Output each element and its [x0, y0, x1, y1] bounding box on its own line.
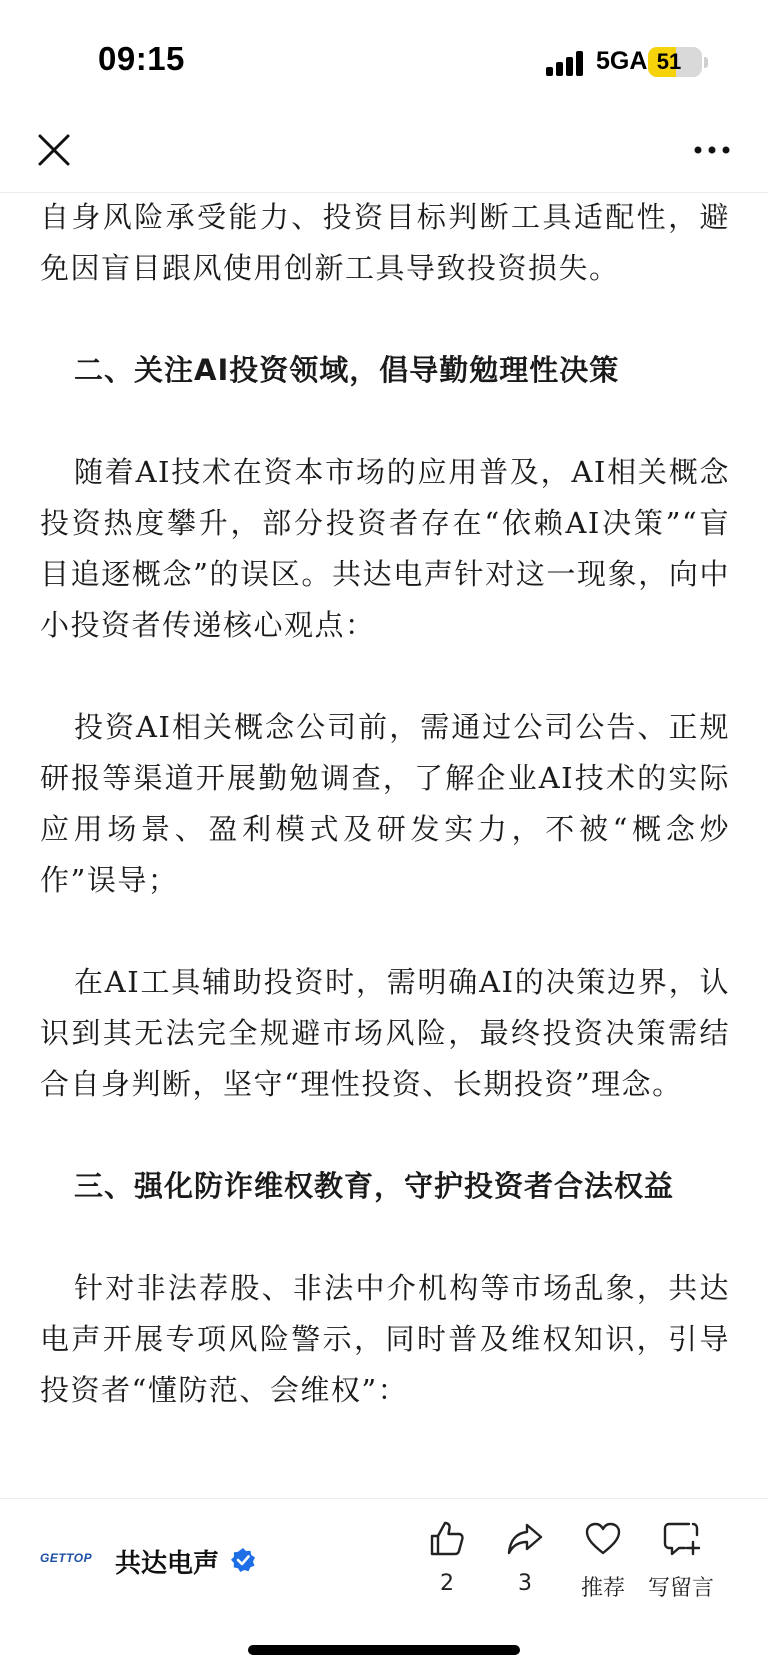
like-count: 2 — [440, 1571, 454, 1596]
account-logo[interactable] — [40, 1547, 100, 1571]
article-paragraph: 在AI工具辅助投资时，需明确AI的决策边界，认识到其无法完全规避市场风险，最终投资决策需结合自身判断，坚守“理性投资、长期投资”理念。 — [40, 965, 730, 1101]
battery-icon — [648, 47, 702, 77]
status-time: 09:15 — [98, 40, 185, 77]
thumbs-up-icon — [427, 1519, 467, 1559]
article-paragraph: 投资AI相关概念公司前，需通过公司公告、正规研报等渠道开展勤勉调查，了解企业AI技术的实际应用场景、盈利模式及研发实力，不被“概念炒作”误导； — [40, 710, 730, 897]
battery-tip — [704, 57, 708, 68]
share-count: 3 — [518, 1571, 532, 1596]
account-name[interactable]: 共达电声 — [115, 1549, 220, 1579]
network-type: 5GA — [596, 47, 648, 75]
article-paragraph: 自身风险承受能力、投资目标判断工具适配性，避免因盲目跟风使用创新工具导致投资损失。 — [40, 200, 730, 285]
share-button[interactable] — [480, 1519, 570, 1596]
recommend-button[interactable] — [558, 1519, 648, 1602]
nav-bar — [0, 110, 768, 193]
bottom-bar — [0, 1498, 768, 1671]
logo-text: GETTOP — [40, 1551, 93, 1565]
comment-icon — [661, 1519, 701, 1559]
status-bar — [0, 0, 768, 110]
signal-strength-icon — [546, 50, 586, 76]
battery-percent: 51 — [656, 49, 682, 74]
more-horizontal-icon — [690, 134, 734, 166]
recommend-label: 推荐 — [580, 1576, 625, 1601]
close-icon — [34, 130, 74, 170]
heart-icon — [583, 1519, 623, 1559]
article-paragraph: 随着AI技术在资本市场的应用普及，AI相关概念投资热度攀升，部分投资者存在“依赖AI决策”“盲目追逐概念”的误区。共达电声针对这一现象，向中小投资者传递核心观点： — [40, 455, 730, 642]
section-heading: 三、强化防诈维权教育，守护投资者合法权益 — [74, 1169, 675, 1203]
section-heading: 二、关注AI投资领域，倡导勤勉理性决策 — [74, 353, 620, 387]
article-paragraph: 针对非法荐股、非法中介机构等市场乱象，共达电声开展专项风险警示，同时普及维权知识，引导投资者“懂防范、会维权”： — [40, 1271, 730, 1407]
verified-badge-icon — [230, 1547, 256, 1573]
more-button[interactable] — [690, 134, 734, 166]
comment-button[interactable] — [636, 1519, 726, 1602]
article-body — [40, 192, 730, 1498]
home-indicator — [248, 1645, 520, 1655]
share-icon — [505, 1519, 545, 1559]
close-button[interactable] — [34, 130, 74, 170]
like-button[interactable] — [402, 1519, 492, 1596]
comment-label: 写留言 — [647, 1576, 714, 1601]
